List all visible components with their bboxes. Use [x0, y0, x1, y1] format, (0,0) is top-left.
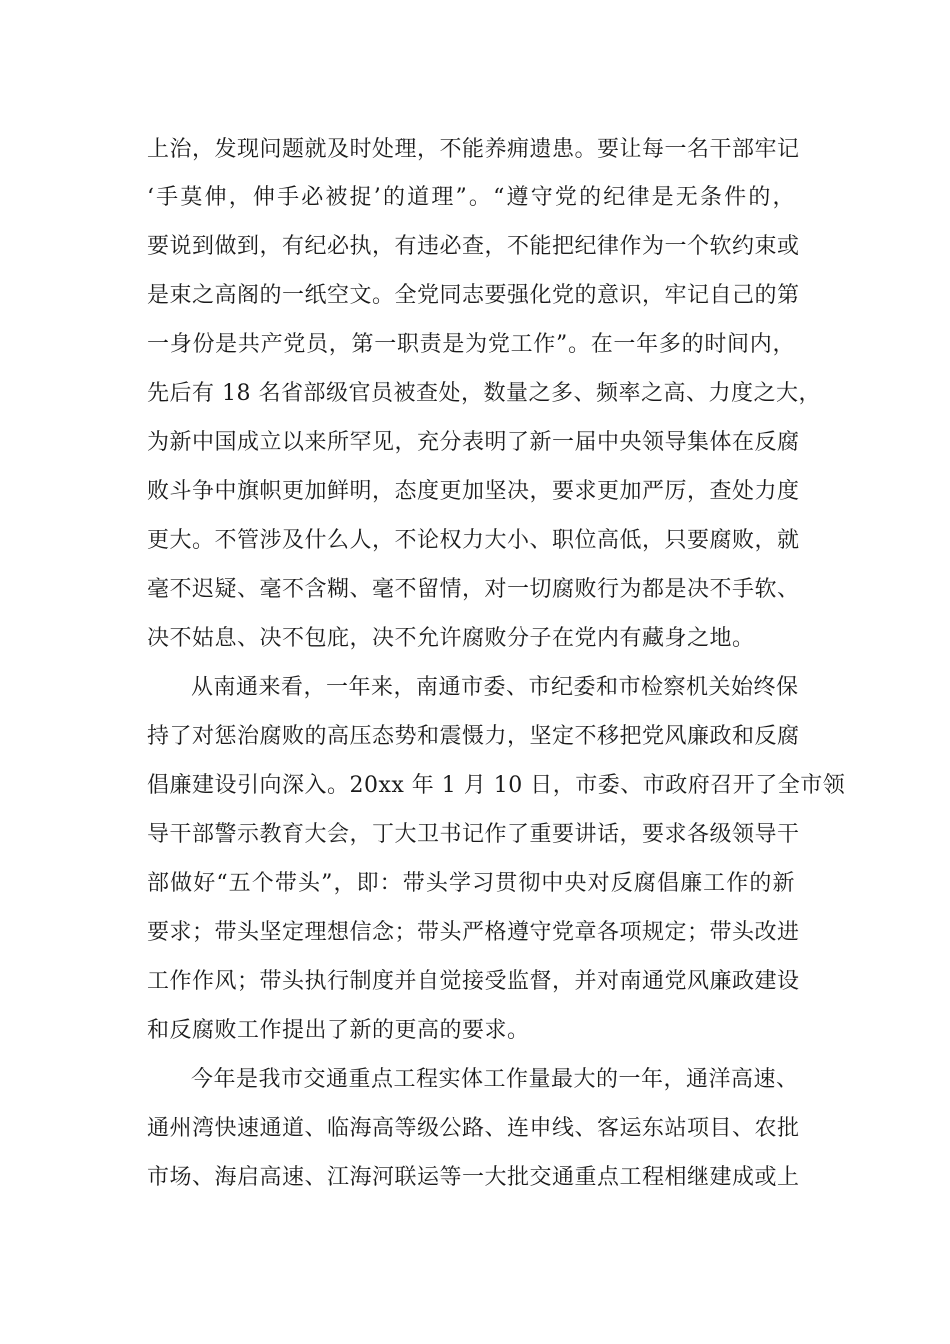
- text-line: 败斗争中旗帜更加鲜明，态度更加坚决，要求更加严厉，查处力度: [147, 479, 800, 504]
- text-line: 部做好“五个带头”，即：带头学习贯彻中央对反腐倡廉工作的新: [147, 871, 795, 896]
- text-line: 通州湾快速通道、临海高等级公路、连申线、客运东站项目、农批: [147, 1116, 800, 1141]
- paragraph-first-line: 从南通来看，一年来，南通市委、市纪委和市检察机关始终保: [191, 675, 799, 700]
- text-line: 工作作风；带头执行制度并自觉接受监督，并对南通党风廉政建设: [147, 969, 800, 994]
- text-line: 和反腐败工作提出了新的更高的要求。: [147, 1018, 530, 1043]
- text-line: 导干部警示教育大会，丁大卫书记作了重要讲话，要求各级领导干: [147, 822, 800, 847]
- text-line: 一身份是共产党员，第一职责是为党工作”。在一年多的时间内，: [147, 332, 795, 357]
- text-line: ‘手莫伸，伸手必被捉’的道理”。“遵守党的纪律是无条件的，: [147, 185, 795, 210]
- text-line: 毫不迟疑、毫不含糊、毫不留情，对一切腐败行为都是决不手软、: [147, 577, 800, 602]
- text-line: 要说到做到，有纪必执，有违必查，不能把纪律作为一个软约束或: [147, 234, 800, 259]
- text-line: 先后有 18 名省部级官员被查处，数量之多、频率之高、力度之大，: [147, 381, 821, 406]
- text-line: 市场、海启高速、江海河联运等一大批交通重点工程相继建成或上: [147, 1165, 800, 1190]
- text-line: 更大。不管涉及什么人，不论权力大小、职位高低，只要腐败，就: [147, 528, 800, 553]
- text-line: 倡廉建设引向深入。20xx 年 1 月 10 日，市委、市政府召开了全市领: [147, 773, 846, 798]
- text-line: 是束之高阁的一纸空文。全党同志要强化党的意识，牢记自己的第: [147, 283, 800, 308]
- text-line: 上治，发现问题就及时处理，不能养痈遗患。要让每一名干部牢记: [147, 137, 800, 162]
- text-line: 为新中国成立以来所罕见，充分表明了新一届中央领导集体在反腐: [147, 430, 800, 455]
- text-line: 决不姑息、决不包庇，决不允许腐败分子在党内有藏身之地。: [147, 626, 755, 651]
- paragraph-first-line: 今年是我市交通重点工程实体工作量最大的一年，通洋高速、: [191, 1067, 799, 1092]
- text-line: 持了对惩治腐败的高压态势和震慑力，坚定不移把党风廉政和反腐: [147, 724, 800, 749]
- text-line: 要求；带头坚定理想信念；带头严格遵守党章各项规定；带头改进: [147, 920, 800, 945]
